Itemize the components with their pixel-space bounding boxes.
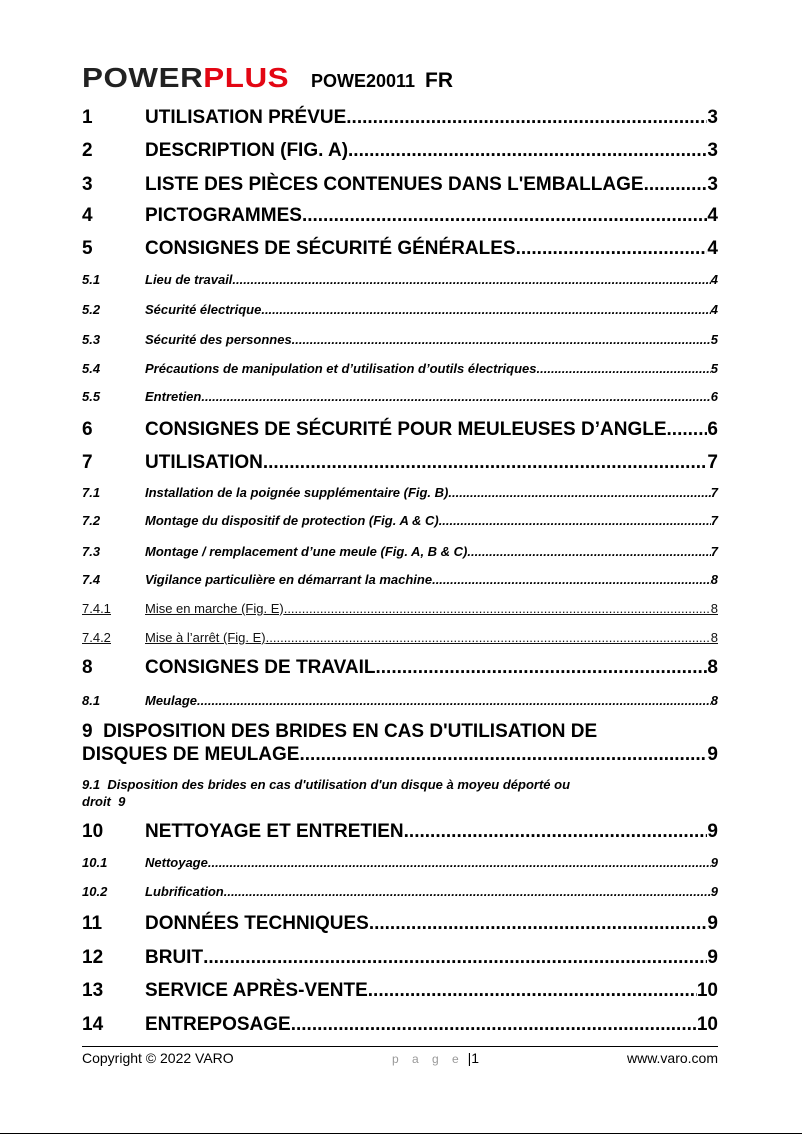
toc-entry-5-4[interactable]: 5.4 Précautions de manipulation et d’utilisation d’outils électriques ..... 5 (82, 361, 718, 376)
toc-entry-5[interactable]: 5 CONSIGNES DE SÉCURITÉ GÉNÉRALES ..... 4 (82, 238, 718, 260)
website-link[interactable]: www.varo.com (626, 1050, 718, 1066)
toc-entry-7-1[interactable]: 7.1 Installation de la poignée supplémentaire (Fig. B) ..... 7 (82, 485, 718, 500)
toc-entry-8-1[interactable]: 8.1 Meulage ..... 8 (82, 693, 718, 708)
toc-entry-13[interactable]: 13 SERVICE APRÈS-VENTE ..... 10 (82, 980, 718, 1002)
document-header (82, 62, 453, 96)
toc-entry-12[interactable]: 12 BRUIT ..... 9 (82, 947, 718, 969)
toc-entry-8[interactable]: 8 CONSIGNES DE TRAVAIL ..... 8 (82, 657, 718, 679)
toc-entry-1[interactable]: 1 UTILISATION PRÉVUE ..... 3 (82, 107, 718, 129)
toc-entry-14[interactable]: 14 ENTREPOSAGE ..... 10 (82, 1014, 718, 1036)
toc-entry-9[interactable]: 9 DISPOSITION DES BRIDES EN CAS D'UTILISATION DE DISQUES DE MEULAGE ..... 9 (82, 720, 718, 766)
language-code: FR (425, 69, 454, 92)
toc-entry-10[interactable]: 10 NETTOYAGE ET ENTRETIEN ..... 9 (82, 821, 718, 843)
copyright-text: Copyright © 2022 VARO (82, 1050, 234, 1066)
model-number: POWE20011 (310, 71, 416, 91)
toc-entry-10-2[interactable]: 10.2 Lubrification ..... 9 (82, 884, 718, 899)
toc-entry-2[interactable]: 2 DESCRIPTION (FIG. A) ..... 3 (82, 140, 718, 162)
toc-entry-4[interactable]: 4 PICTOGRAMMES ..... 4 (82, 205, 718, 227)
toc-entry-3[interactable]: 3 LISTE DES PIÈCES CONTENUES DANS L'EMBALLAGE ..... 3 (82, 174, 718, 196)
toc-entry-9-1[interactable]: 9.1 Disposition des brides en cas d'utilisation d'un disque à moyeu déporté ou droit 9 (82, 777, 571, 809)
page-indicator: p a g e |1 (392, 1050, 480, 1066)
toc-entry-5-3[interactable]: 5.3 Sécurité des personnes ..... 5 (82, 332, 718, 347)
toc-entry-10-1[interactable]: 10.1 Nettoyage ..... 9 (82, 855, 718, 870)
document-footer (82, 1050, 718, 1066)
toc-entry-5-5[interactable]: 5.5 Entretien ..... 6 (82, 389, 718, 404)
toc-entry-7-2[interactable]: 7.2 Montage du dispositif de protection (Fig. A & C) ..... 7 (82, 513, 718, 528)
toc-entry-7[interactable]: 7 UTILISATION ..... 7 (82, 452, 718, 474)
toc-entry-5-1[interactable]: 5.1 Lieu de travail ..... 4 (82, 272, 718, 287)
toc-entry-7-4-1[interactable]: 7.4.1 Mise en marche (Fig. E) ..... 8 (82, 601, 718, 616)
page-bottom-rule (0, 1133, 802, 1134)
toc-entry-7-4[interactable]: 7.4 Vigilance particulière en démarrant la machine ..... 8 (82, 572, 718, 587)
toc-entry-7-3[interactable]: 7.3 Montage / remplacement d’une meule (Fig. A, B & C) ..... 7 (82, 544, 718, 559)
toc-entry-5-2[interactable]: 5.2 Sécurité électrique ..... 4 (82, 302, 718, 317)
toc-entry-11[interactable]: 11 DONNÉES TECHNIQUES ..... 9 (82, 913, 718, 935)
toc-entry-6[interactable]: 6 CONSIGNES DE SÉCURITÉ POUR MEULEUSES D’ANGLE ..... 6 (82, 419, 718, 441)
footer-divider (82, 1046, 718, 1047)
powerplus-logo: POWERPLUS (82, 62, 290, 93)
toc-entry-7-4-2[interactable]: 7.4.2 Mise à l’arrêt (Fig. E) ..... 8 (82, 630, 718, 645)
